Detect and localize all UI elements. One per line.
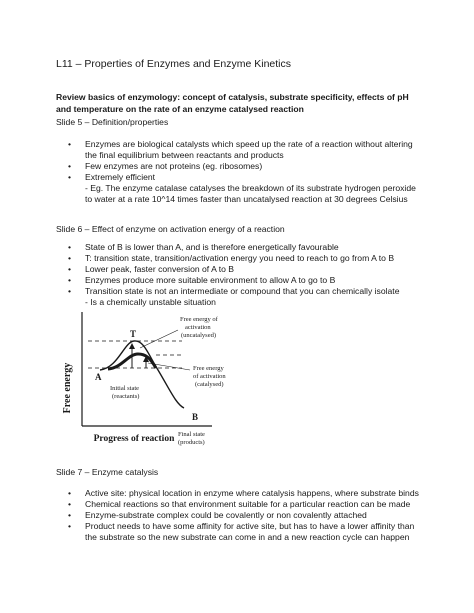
- list-item-text: Chemical reactions so that environment suitable for a particular reaction can be made: [85, 499, 411, 509]
- list-item-text: Enzymes produce more suitable environment to allow A to go to B: [85, 275, 336, 285]
- list-item-text: Lower peak, faster conversion of A to B: [85, 264, 235, 274]
- catalysed-label-2: of activation: [193, 373, 226, 380]
- activation-energy-diagram: [60, 308, 260, 448]
- list-item: [56, 521, 436, 543]
- uncatalysed-label-3: (uncatalysed): [181, 332, 217, 339]
- list-item: [56, 172, 436, 205]
- document-title: L11 – Properties of Enzymes and Enzyme Kinetics: [56, 58, 292, 70]
- list-item-text: Few enzymes are not proteins (eg. ribosomes): [85, 161, 263, 171]
- uncatalysed-label-2: activation: [185, 324, 211, 331]
- slide-7-title: Slide 7 – Enzyme catalysis: [56, 467, 159, 477]
- list-item-text: • Extremely efficient: [85, 172, 156, 182]
- list-item-text: Active site: physical location in enzyme where catalysis happens, where substrate binds: [85, 488, 419, 498]
- list-item: [56, 264, 436, 275]
- initial-state-label: Initial state: [110, 385, 140, 392]
- final-state-sublabel: (products): [178, 439, 205, 446]
- list-item: [56, 488, 436, 499]
- list-item-text: T: transition state, transition/activation energy you need to reach to go from A to B: [85, 253, 395, 263]
- uncatalysed-label-1: Free energy of: [180, 316, 218, 323]
- slide-5-list: [56, 139, 436, 205]
- final-state-label: Final state: [178, 431, 205, 438]
- transition-state-label: T: [129, 329, 137, 339]
- list-item: [56, 253, 436, 264]
- heading-line-2: and temperature on the rate of an enzyme catalysed reaction: [56, 103, 304, 114]
- list-item-subtext: - Eg. The enzyme catalase catalyses the breakdown of its substrate hydrogen peroxide: [85, 183, 416, 193]
- section-heading: [56, 92, 436, 115]
- list-item-text: State of B is lower than A, and is therefore energetically favourable: [85, 242, 339, 252]
- list-item: [56, 275, 436, 286]
- state-b-label: B: [192, 412, 199, 422]
- list-item-text: • Enzymes are biological catalysts which speed up the rate of a reaction without altering: [85, 139, 413, 149]
- catalysed-label-3: (catalysed): [195, 381, 224, 388]
- list-item-text: the final equilibrium between reactants and products: [85, 150, 284, 160]
- list-item-text: the substrate so the new substrate can come in and a new reaction cycle can happen: [85, 532, 410, 542]
- initial-state-sublabel: (reactants): [112, 393, 140, 400]
- list-item: [56, 242, 436, 253]
- list-item-text: • Product needs to have some affinity for active site, but has to have a lower affinity than: [85, 521, 415, 531]
- uncatalysed-leader: [140, 330, 178, 348]
- list-item-text: • Transition state is not an intermediate or compound that you can chemically isolate: [85, 286, 400, 296]
- list-item: [56, 139, 436, 161]
- list-item-subtext: to water at a rate 10^14 times faster than uncatalysed reaction at 30 degrees Celsius: [85, 194, 408, 204]
- x-axis-title: Progress of reaction: [93, 434, 175, 444]
- slide-6-title: Slide 6 – Effect of enzyme on activation energy of a reaction: [56, 224, 285, 234]
- heading-line-1: Review basics of enzymology: concept of catalysis, substrate specificity, effects of pH: [56, 92, 409, 102]
- slide-5-title: Slide 5 – Definition/properties: [56, 117, 169, 127]
- list-item-subtext: - Is a chemically unstable situation: [85, 297, 216, 307]
- list-item: [56, 286, 436, 308]
- slide-7-list: [56, 488, 436, 543]
- state-a-label: A: [95, 372, 102, 382]
- catalysed-label-1: Free energy: [193, 365, 224, 372]
- list-item: [56, 161, 436, 172]
- list-item-text: Enzyme-substrate complex could be covalently or non covalently attached: [85, 510, 367, 520]
- list-item: [56, 510, 436, 521]
- slide-6-list: [56, 242, 436, 308]
- list-item: [56, 499, 436, 510]
- y-axis-title: Free energy: [62, 362, 73, 414]
